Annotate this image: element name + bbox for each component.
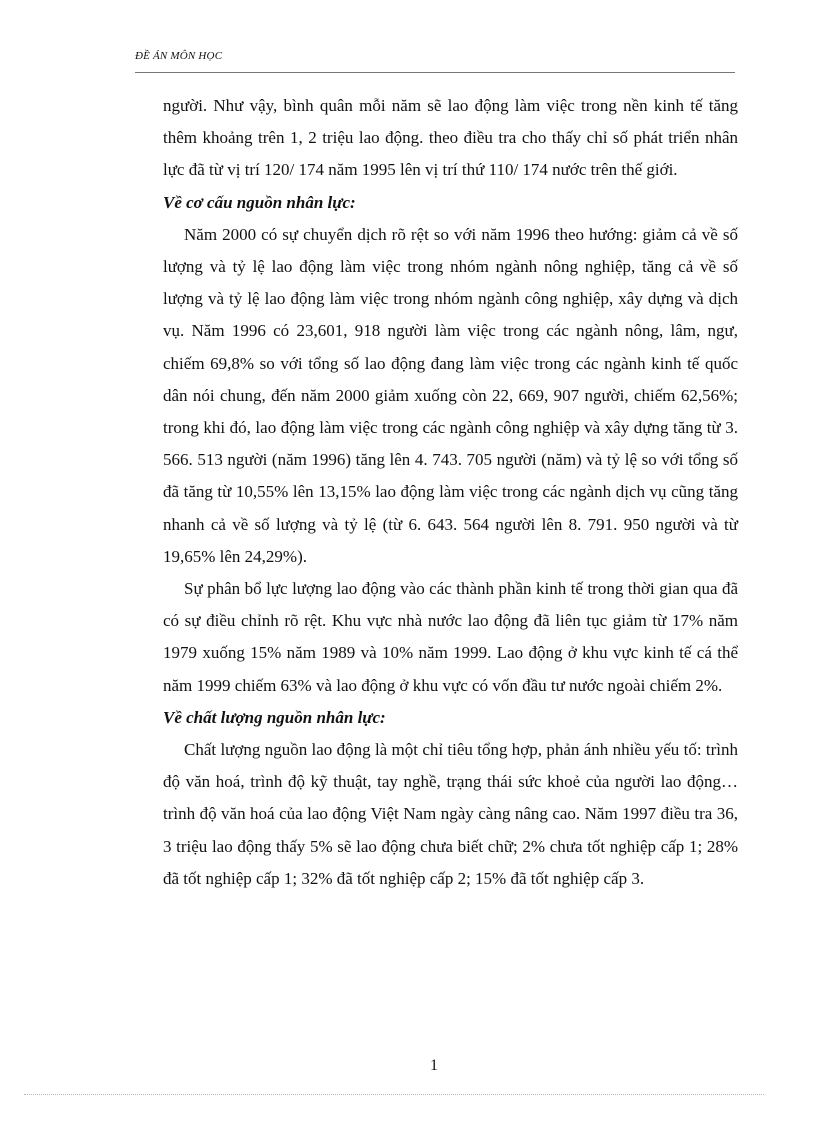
paragraph-2: Năm 2000 có sự chuyển dịch rõ rệt so với năm 1996 theo hướng: giảm cả về số lượng và tỷ lệ lao động làm việc trong nhóm ngành nông nghiệp, tăng cả về số lượng và tỷ lệ lao động làm việc trong nhóm ngành công nghiệp, xây dựng và dịch vụ. Năm 1996 có 23,601, 918 người làm việc trong các ngành nông, lâm, ngư, chiếm 69,8% so với tổng số lao động đang làm việc trong các ngành kinh tế quốc dân nói chung, đến năm 2000 giảm xuống còn 22, 669, 907 người, chiếm 62,56%; trong khi đó, lao động làm việc trong các ngành công nghiệp và xây dựng tăng từ 3. 566. 513 người (năm 1996) tăng lên 4. 743. 705 người (năm) và tỷ lệ so với tổng số đã tăng từ 10,55% lên 13,15% lao động làm việc trong các ngành dịch vụ cũng tăng nhanh cả về số lượng và tỷ lệ (từ 6. 643. 564 người lên 8. 791. 950 người và từ 19,65% lên 24,29%). — [163, 224, 738, 566]
page-header: ĐỀ ÁN MÔN HỌC — [135, 50, 223, 62]
paragraph-4: Chất lượng nguồn lao động là một chỉ tiêu tổng hợp, phản ánh nhiều yếu tố: trình độ văn hoá, trình độ kỹ thuật, tay nghề, trạng thái sức khoẻ của người lao động… trình độ văn hoá của lao động Việt Nam ngày càng nâng cao. Năm 1997 điều tra 36, 3 triệu lao động thấy 5% sẽ lao động chưa biết chữ; 2% chưa tốt nghiệp cấp 1; 28% đã tốt nghiệp cấp 1; 32% đã tốt nghiệp cấp 2; 15% đã tốt nghiệp cấp 3. — [163, 740, 738, 888]
header-divider — [135, 72, 735, 73]
page-number: 1 — [430, 1057, 438, 1074]
paragraph-1: người. Như vậy, bình quân mỗi năm sẽ lao động làm việc trong nền kinh tế tăng thêm khoảng trên 1, 2 triệu lao động. theo điều tra cho thấy chỉ số phát triển nhân lực đã từ vị trí 120/ 174 năm 1995 lên vị trí thứ 110/ 174 nước trên thế giới. — [163, 96, 738, 180]
section-heading-quality: Về chất lượng nguồn nhân lực: — [163, 707, 386, 727]
document-body — [163, 90, 738, 895]
paragraph-3: Sự phân bổ lực lượng lao động vào các thành phần kinh tế trong thời gian qua đã có sự điều chỉnh rõ rệt. Khu vực nhà nước lao động đã liên tục giảm từ 17% năm 1979 xuống 15% năm 1989 và 10% năm 1999. Lao động ở khu vực kinh tế cá thể năm 1999 chiếm 63% và lao động ở khu vực có vốn đầu tư nước ngoài chiếm 2%. — [163, 579, 738, 695]
section-heading-structure: Về cơ cấu nguồn nhân lực: — [163, 192, 356, 212]
footer-divider — [24, 1094, 764, 1095]
